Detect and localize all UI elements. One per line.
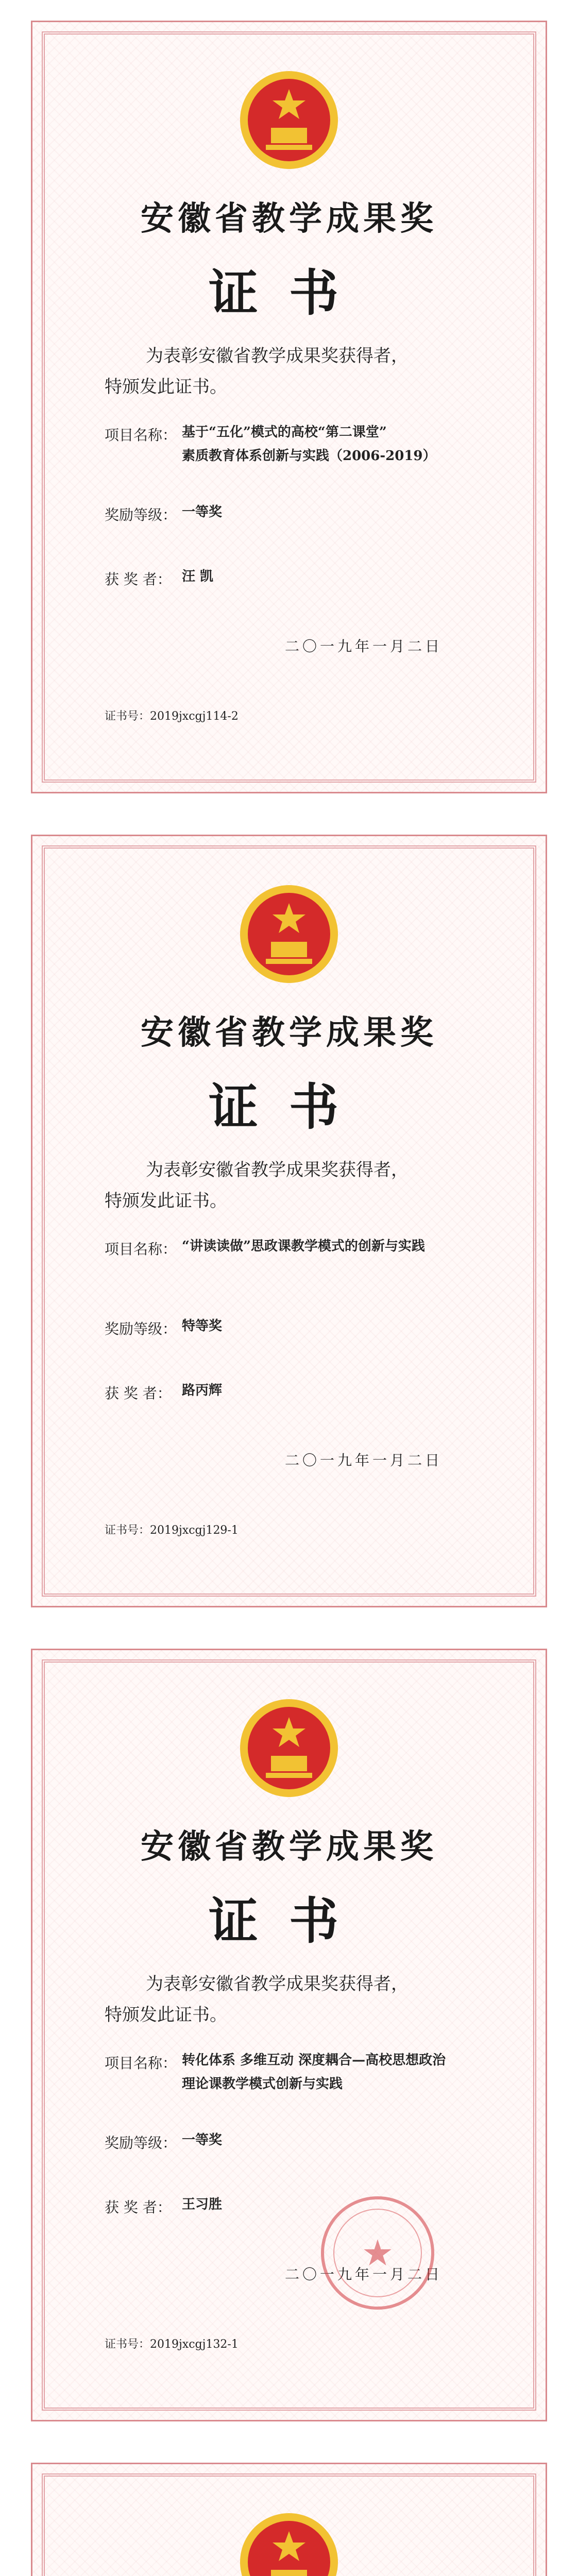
project-label: 项目名称： xyxy=(105,427,177,444)
national-emblem-icon xyxy=(237,883,341,986)
issue-date: 二〇一九年一月二日 xyxy=(284,2266,443,2283)
winner-name: 王习胜 xyxy=(182,2197,223,2212)
certificate-2 xyxy=(31,835,547,1607)
intro-line-1: 为表彰安徽省教学成果奖获得者， xyxy=(146,1974,409,1994)
certificate-subtitle: 证书 xyxy=(209,1078,369,1136)
award-level: 一等奖 xyxy=(182,504,223,520)
certificate-number: 证书号：2019jxcgj129-1 xyxy=(105,1524,239,1537)
project-name-line-2: 素质教育体系创新与实践（2006-2019） xyxy=(182,448,436,464)
intro-line-1: 为表彰安徽省教学成果奖获得者， xyxy=(146,346,409,366)
project-label: 项目名称： xyxy=(105,1241,177,1258)
intro-line-2: 特颁发此证书。 xyxy=(105,1191,227,1211)
award-level: 特等奖 xyxy=(182,1318,223,1334)
intro-line-2: 特颁发此证书。 xyxy=(105,2005,227,2025)
project-name-line-1: 转化体系 多维互动 深度耦合—高校思想政治 xyxy=(182,2053,446,2068)
project-name-line-2: 理论课教学模式创新与实践 xyxy=(182,2076,343,2092)
award-level: 一等奖 xyxy=(182,2132,223,2148)
issue-date: 二〇一九年一月二日 xyxy=(284,638,443,655)
issue-date: 二〇一九年一月二日 xyxy=(284,1452,443,1469)
winner-name: 路丙辉 xyxy=(182,1383,223,1398)
certificate-title: 安徽省教学成果奖 xyxy=(141,1013,437,1052)
national-emblem-icon xyxy=(237,2511,341,2576)
intro-line-1: 为表彰安徽省教学成果奖获得者， xyxy=(146,1160,409,1180)
national-emblem-icon xyxy=(237,69,341,172)
award-label: 奖励等级： xyxy=(105,2134,177,2151)
certificate-4 xyxy=(31,2463,547,2576)
certificate-subtitle: 证书 xyxy=(209,1892,369,1950)
award-label: 奖励等级： xyxy=(105,506,177,523)
certificate-title: 安徽省教学成果奖 xyxy=(141,199,437,238)
winner-name: 汪 凯 xyxy=(182,569,214,584)
project-name-line-1: 基于“五化”模式的高校“第二课堂” xyxy=(182,425,387,440)
winner-label: 获 奖 者： xyxy=(105,2199,172,2216)
official-seal xyxy=(321,2196,434,2310)
certificate-number: 证书号：2019jxcgj132-1 xyxy=(105,2338,239,2351)
national-emblem-icon xyxy=(237,1697,341,1800)
project-label: 项目名称： xyxy=(105,2055,177,2072)
certificate-subtitle: 证书 xyxy=(209,264,369,322)
project-name-line-1: “讲读读做”思政课教学模式的创新与实践 xyxy=(182,1239,425,1254)
winner-label: 获 奖 者： xyxy=(105,571,172,588)
seal-star-icon: ★ xyxy=(361,2232,394,2274)
certificate-number: 证书号：2019jxcgj114-2 xyxy=(105,710,239,723)
certificate-1 xyxy=(31,21,547,793)
award-label: 奖励等级： xyxy=(105,1320,177,1337)
certificate-title: 安徽省教学成果奖 xyxy=(141,1827,437,1866)
intro-line-2: 特颁发此证书。 xyxy=(105,377,227,397)
certificate-3 xyxy=(31,1649,547,2421)
winner-label: 获 奖 者： xyxy=(105,1385,172,1402)
